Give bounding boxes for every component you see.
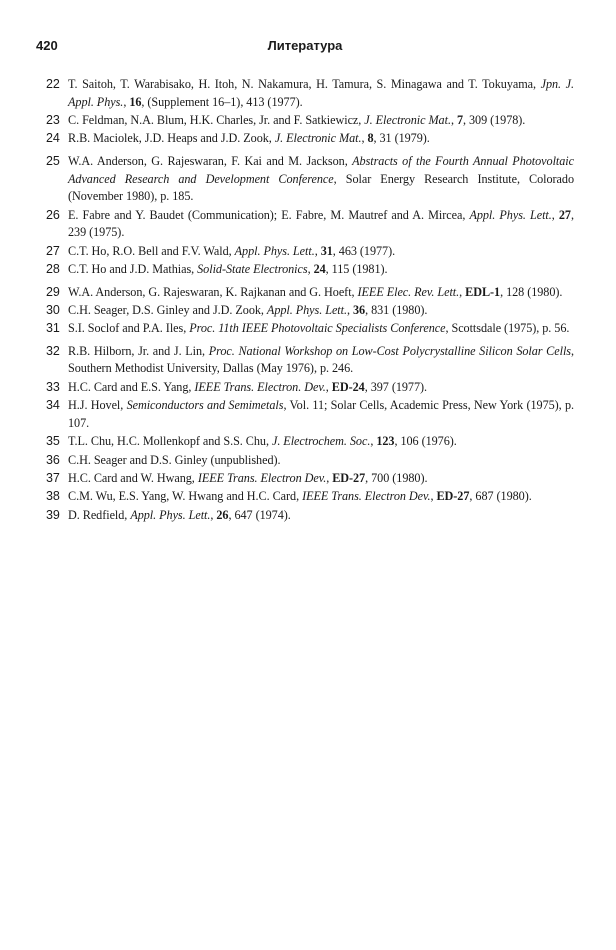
reference-text	[68, 244, 395, 258]
reference-separator: ,	[307, 261, 314, 276]
reference-text	[68, 508, 291, 522]
reference-item	[46, 284, 574, 302]
reference-authors: H.C. Card and W. Hwang,	[68, 471, 198, 486]
reference-number: 23	[46, 112, 60, 127]
reference-journal: Appl. Phys. Lett.	[130, 507, 211, 522]
reference-authors: R.B. Maciolek, J.D. Heaps and J.D. Zook,	[68, 131, 275, 146]
reference-authors: C.T. Ho, R.O. Bell and F.V. Wald,	[68, 243, 235, 258]
reference-volume: 123	[376, 434, 395, 449]
reference-text	[68, 489, 532, 503]
reference-text	[68, 208, 574, 240]
reference-separator: ,	[210, 507, 217, 522]
reference-authors: T.L. Chu, H.C. Mollenkopf and S.S. Chu,	[68, 434, 272, 449]
reference-authors: D. Redfield,	[68, 507, 131, 522]
reference-number: 31	[46, 321, 60, 336]
reference-separator: ,	[361, 131, 368, 146]
reference-number: 36	[46, 452, 60, 467]
reference-authors: C. Feldman, N.A. Blum, H.K. Charles, Jr. and F. Satkiewicz,	[68, 112, 365, 127]
reference-separator: ,	[370, 434, 377, 449]
reference-item	[46, 76, 574, 111]
reference-number: 27	[46, 243, 60, 258]
reference-authors: C.H. Seager and D.S. Ginley (unpublished).	[68, 452, 281, 467]
reference-volume: ED-27	[332, 471, 366, 486]
reference-item	[46, 130, 574, 148]
reference-volume: EDL-1	[465, 284, 501, 299]
reference-item	[46, 452, 574, 470]
reference-text	[68, 344, 574, 376]
reference-authors: H.J. Hovel,	[68, 398, 127, 413]
reference-text	[68, 471, 427, 485]
reference-number: 34	[46, 398, 60, 413]
reference-authors: W.A. Anderson, G. Rajeswaran, K. Rajkanan and G. Hoeft,	[68, 284, 358, 299]
reference-details: , (Supplement 16–1), 413 (1977).	[141, 94, 303, 109]
reference-item	[46, 507, 574, 525]
reference-journal: Appl. Phys. Lett.	[266, 302, 347, 317]
reference-details: , Southern Methodist University, Dallas (May 1976), p. 246.	[68, 343, 574, 376]
reference-number: 37	[46, 471, 60, 486]
reference-separator: ,	[325, 379, 332, 394]
reference-volume: 26	[216, 507, 229, 522]
reference-details: , 309 (1978).	[462, 112, 526, 127]
reference-text	[68, 285, 562, 299]
reference-journal: Proc. National Workshop on Low-Cost Polycrystalline Silicon Solar Cells	[208, 343, 571, 358]
reference-journal: Jpn. J. Appl. Phys.	[68, 77, 574, 109]
reference-item	[46, 302, 574, 320]
reference-details: , Scottsdale (1975), p. 56.	[445, 321, 570, 336]
running-title: Литература	[267, 38, 343, 53]
reference-list	[46, 76, 574, 525]
reference-details: , 700 (1980).	[365, 471, 428, 486]
reference-separator: ,	[459, 284, 466, 299]
reference-authors: E. Fabre and Y. Baudet (Communication); E. Fabre, M. Mautref and A. Mircea,	[68, 207, 470, 222]
reference-details: , 463 (1977).	[332, 243, 396, 258]
reference-item	[46, 112, 574, 130]
reference-authors: S.I. Soclof and P.A. Iles,	[68, 321, 190, 336]
reference-text	[68, 398, 574, 430]
reference-item	[46, 207, 574, 242]
reference-details: , 687 (1980).	[469, 489, 532, 504]
reference-journal: IEEE Elec. Rev. Lett.	[357, 284, 460, 299]
reference-details: , 128 (1980).	[500, 284, 563, 299]
reference-journal: J. Electronic Mat.	[274, 131, 362, 146]
reference-details: , 831 (1980).	[365, 302, 428, 317]
reference-text	[68, 303, 427, 317]
reference-volume: 24	[313, 261, 326, 276]
reference-details: , 106 (1976).	[394, 434, 457, 449]
reference-item	[46, 153, 574, 206]
reference-separator: ,	[551, 207, 559, 222]
reference-volume: 16	[129, 94, 142, 109]
reference-number: 33	[46, 379, 60, 394]
reference-journal: J. Electronic Mat.	[364, 112, 451, 127]
reference-number: 24	[46, 131, 60, 146]
reference-text	[68, 453, 281, 467]
reference-number: 26	[46, 207, 60, 222]
page-header	[36, 38, 574, 58]
reference-text	[68, 321, 569, 335]
reference-details: , Vol. 11; Solar Cells, Academic Press, New York (1975), p. 107.	[68, 398, 574, 430]
reference-text	[68, 434, 457, 448]
reference-separator: ,	[123, 94, 130, 109]
reference-journal: Solid-State Electronics	[197, 261, 308, 276]
reference-separator: ,	[314, 243, 321, 258]
reference-text	[68, 131, 430, 145]
reference-volume: 8	[367, 131, 374, 146]
reference-text	[68, 262, 388, 276]
reference-details: , Solar Energy Research Institute, Colorado (November 1980), p. 185.	[68, 171, 574, 204]
reference-text	[68, 77, 574, 109]
reference-volume: 31	[320, 243, 333, 258]
reference-volume: 7	[456, 112, 463, 127]
reference-authors: C.M. Wu, E.S. Yang, W. Hwang and H.C. Card,	[68, 489, 303, 504]
reference-authors: R.B. Hilborn, Jr. and J. Lin,	[68, 343, 209, 358]
reference-number: 30	[46, 302, 60, 317]
reference-number: 32	[46, 343, 60, 358]
reference-separator: ,	[450, 112, 457, 127]
reference-journal: IEEE Trans. Electron. Dev.	[194, 379, 326, 394]
reference-item	[46, 433, 574, 451]
reference-number: 28	[46, 261, 60, 276]
reference-journal: Appl. Phys. Lett.	[234, 243, 315, 258]
reference-item	[46, 343, 574, 378]
reference-separator: ,	[346, 302, 353, 317]
reference-journal: Proc. 11th IEEE Photovoltaic Specialists Conference	[189, 321, 446, 336]
reference-volume: 27	[558, 207, 571, 222]
reference-number: 38	[46, 489, 60, 504]
reference-item	[46, 320, 574, 338]
reference-journal: J. Electrochem. Soc.	[271, 434, 371, 449]
reference-volume: ED-27	[436, 489, 470, 504]
reference-journal: Abstracts of the Fourth Annual Photovoltaic Advanced Research and Development Conference	[68, 153, 574, 186]
reference-authors: C.H. Seager, D.S. Ginley and J.D. Zook,	[68, 302, 267, 317]
reference-number: 22	[46, 77, 60, 91]
reference-item	[46, 379, 574, 397]
reference-volume: 36	[352, 302, 366, 317]
reference-details: , 397 (1977).	[364, 379, 428, 394]
reference-journal: Appl. Phys. Lett.	[469, 207, 552, 222]
reference-details: , 31 (1979).	[373, 131, 430, 146]
reference-journal: Semiconductors and Semimetals	[126, 398, 284, 413]
reference-authors: W.A. Anderson, G. Rajeswaran, F. Kai and M. Jackson,	[68, 153, 353, 168]
reference-volume: ED-24	[331, 379, 365, 394]
reference-details: , 239 (1975).	[68, 207, 574, 240]
reference-details: , 647 (1974).	[228, 507, 291, 522]
reference-separator: ,	[326, 471, 333, 486]
reference-authors: T. Saitoh, T. Warabisako, H. Itoh, N. Nakamura, H. Tamura, S. Minagawa and T. Tokuyama,	[68, 77, 541, 91]
reference-number: 29	[46, 284, 60, 299]
reference-item	[46, 243, 574, 261]
reference-number: 39	[46, 507, 60, 522]
reference-item	[46, 488, 574, 506]
reference-separator: ,	[430, 489, 437, 504]
reference-authors: C.T. Ho and J.D. Mathias,	[68, 261, 198, 276]
reference-number: 35	[46, 434, 60, 449]
reference-journal: IEEE Trans. Electron Dev.	[302, 489, 431, 504]
reference-number: 25	[46, 153, 60, 168]
page-number: 420	[36, 38, 58, 53]
reference-details: , 115 (1981).	[325, 261, 388, 276]
reference-text	[68, 380, 427, 394]
reference-journal: IEEE Trans. Electron Dev.	[197, 471, 327, 486]
reference-authors: H.C. Card and E.S. Yang,	[68, 379, 195, 394]
reference-text	[68, 113, 525, 127]
reference-item	[46, 261, 574, 279]
reference-item	[46, 397, 574, 432]
reference-text	[68, 154, 574, 203]
reference-item	[46, 470, 574, 488]
